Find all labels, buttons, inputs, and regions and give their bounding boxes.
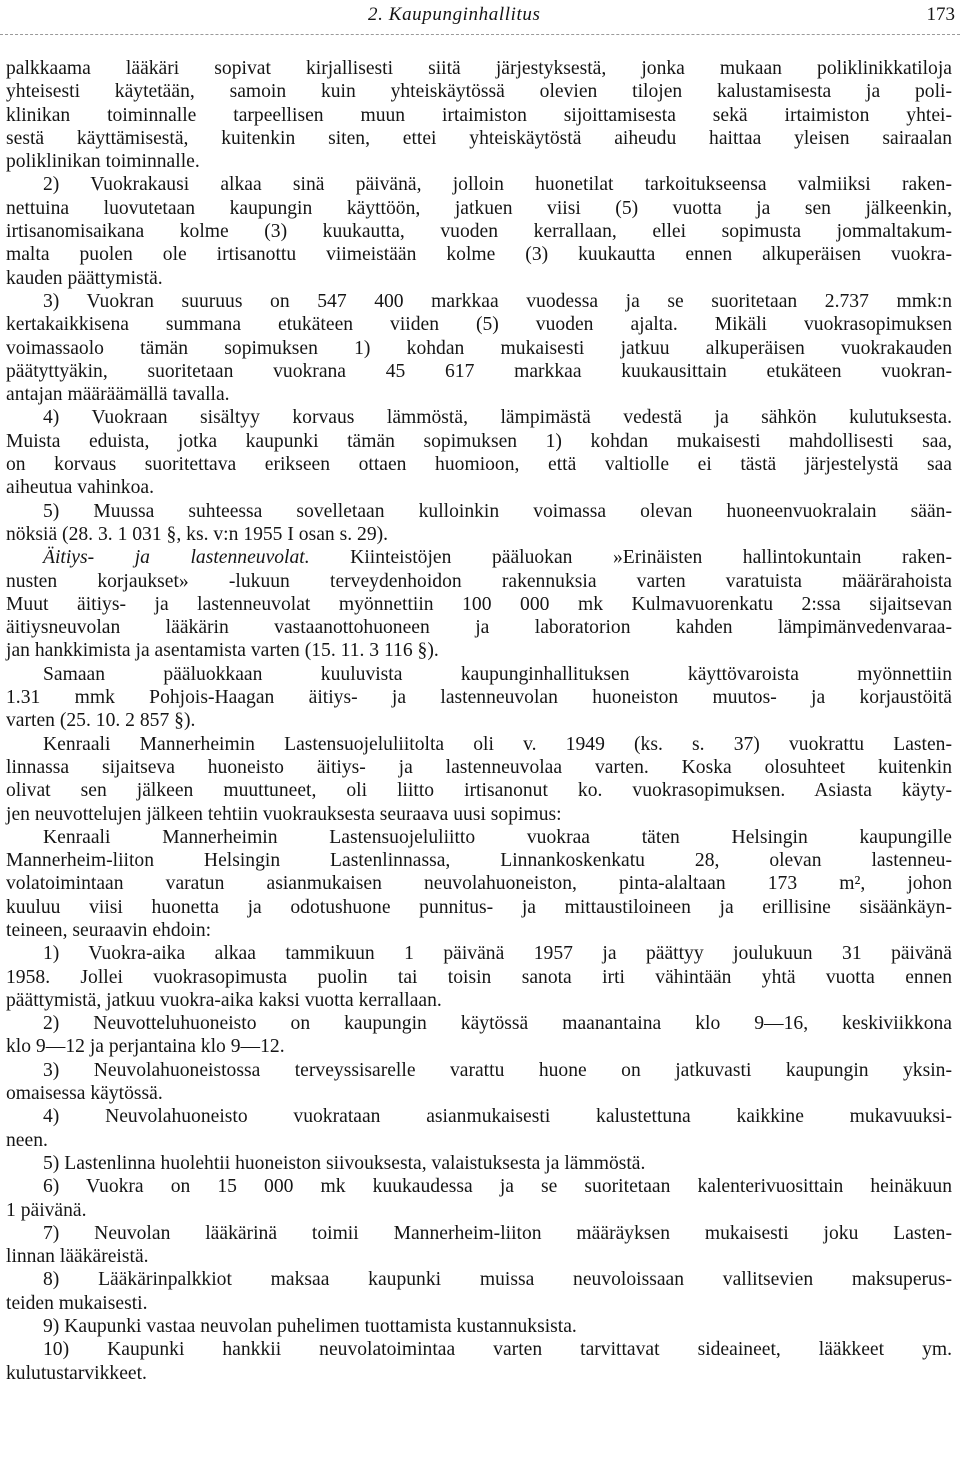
text-line: nusten korjaukset» -lukuun terveydenhoidon rakennuksia varten varatuista määrärahoista (6, 570, 952, 592)
text-line: klinikan toiminnalle tarpeellisen muun irtaimiston sijoittamisesta sekä irtaimiston yhtei- (6, 104, 952, 126)
text-line: 3) Vuokran suuruus on 547 400 markkaa vuodessa ja se suoritetaan 2.737 mmk:n (43, 290, 952, 312)
text-line: poliklinikan toiminnalle. (6, 151, 200, 173)
text-line: volatoimintaan varatun asianmukaisen neuvolahuoneiston, pinta-alaltaan 173 m², johon (6, 873, 952, 895)
text-line: varten (25. 10. 2 857 §). (6, 710, 196, 732)
text-line: irtisanomisaikana kolme (3) kuukautta, vuoden kerrallaan, ellei sopimusta jommaltakum- (6, 221, 952, 243)
text-line: äitiysneuvolan lääkärin vastaanottohuoneen ja laboratorion kahden lämpimänvedenvaraa- (6, 617, 952, 639)
text-line: linnan lääkäreistä. (6, 1246, 149, 1268)
text-line: palkkaama lääkäri sopivat kirjallisesti siitä järjestyksestä, jonka mukaan poliklinikkatiloja (6, 58, 952, 79)
text-line: 8) Lääkärinpalkkiot maksaa kaupunki muissa neuvoloissaan vallitsevien maksuperus- (43, 1269, 952, 1291)
text-line: olivat sen jälkeen muuttuneet, oli liitto irtisanonut ko. vuokrasopimuksen. Asiasta käyty- (6, 780, 952, 802)
text-line: 4) Neuvolahuoneisto vuokrataan asianmukaisesti kalustettuna kaikkine mukavuuksi- (43, 1106, 952, 1128)
text-line: 1958. Jollei vuokrasopimusta puolin tai toisin sanota irti vähintään yhtä vuotta ennen (6, 966, 952, 988)
text-line: 9) Kaupunki vastaa neuvolan puhelimen tuottamista kustannuksista. (43, 1316, 577, 1338)
text-line: kauden päättymistä. (6, 267, 163, 289)
text-line: Muista eduista, jotka kaupunki tämän sopimuksen 1) kohdan mukaisesti mahdollisesti saa, (6, 430, 952, 452)
text-line: teineen, seuraavin ehdoin: (6, 919, 212, 941)
text-line: jen neuvottelujen jälkeen tehtiin vuokrauksesta seuraava uusi sopimus: (6, 803, 562, 825)
body-text (6, 57, 952, 1385)
text-line: Kenraali Mannerheimin Lastensuojeluliitolta oli v. 1949 (ks. s. 37) vuokrattu Lasten- (43, 733, 952, 755)
text-line: malta puolen ole irtisanottu viimeistään kolme (3) kuukautta ennen alkuperäisen vuokra- (6, 244, 952, 266)
text-line: Samaan pääluokkaan kuuluvista kaupunginhallituksen käyttövaroista myönnettiin (43, 663, 952, 685)
text-line: nettuina luovutetaan kaupungin käyttöön, jatkuen viisi (5) vuotta ja sen jälkeenkin, (6, 197, 952, 219)
subheading: Äitiys- ja lastenneuvolat. (43, 547, 310, 569)
text-line: Muut äitiys- ja lastenneuvolat myönnettiin 100 000 mk Kulmavuorenkatu 2:ssa sijaitsevan (6, 593, 952, 615)
text-line: 6) Vuokra on 15 000 mk kuukaudessa ja se suoritetaan kalenterivuosittain heinäkuun (43, 1176, 952, 1198)
text-line: linnassa sijaitseva huoneisto äitiys- ja lastenneuvolaa varten. Koska olosuhteet kuitenkin (6, 756, 952, 778)
text-line: 5) Muussa suhteessa sovelletaan kulloinkin voimassa olevan huoneenvuokralain sään- (43, 500, 952, 522)
text-line: klo 9—12 ja perjantaina klo 9—12. (6, 1036, 285, 1058)
text-line: 1 päivänä. (6, 1199, 87, 1221)
text-line: 2) Neuvotteluhuoneisto on kaupungin käytössä maanantaina klo 9—16, keskiviikkona (43, 1013, 952, 1035)
line-text: Kiinteistöjen pääluokan »Erinäisten hallintokuntain raken- (309, 547, 952, 569)
text-line: aiheutua vahinkoa. (6, 477, 154, 499)
page-header (0, 0, 960, 35)
text-line: Kenraali Mannerheimin Lastensuojeluliitto vuokraa täten Helsingin kaupungille (43, 826, 952, 848)
text-line: voimassaolo tämän sopimuksen 1) kohdan mukaisesti jatkuu alkuperäisen vuokrakauden (6, 337, 952, 359)
text-line: 10) Kaupunki hankkii neuvolatoimintaa varten tarvittavat sideaineet, lääkkeet ym. (43, 1339, 952, 1361)
text-line: 3) Neuvolahuoneistossa terveyssisarelle varattu huone on jatkuvasti kaupungin yksin- (43, 1059, 952, 1081)
text-line: päätyttyäkin, suoritetaan vuokrana 45 617 markkaa kuukausittain etukäteen vuokran- (6, 360, 952, 382)
text-line: päättymistä, jatkuu vuokra-aika kaksi vuotta kerrallaan. (6, 989, 442, 1011)
section-title: 2. Kaupunginhallitus (368, 4, 541, 25)
text-line: nöksiä (28. 3. 1 031 §, ks. v:n 1955 I osan s. 29). (6, 523, 389, 545)
text-line: 4) Vuokraan sisältyy korvaus lämmöstä, lämpimästä vedestä ja sähkön kulutuksesta. (43, 407, 952, 429)
text-line: Mannerheim-liiton Helsingin Lastenlinnassa, Linnankoskenkatu 28, olevan lastenneu- (6, 850, 952, 872)
text-line: teiden mukaisesti. (6, 1292, 148, 1314)
text-line: neen. (6, 1129, 48, 1151)
page-number: 173 (926, 4, 955, 25)
text-line: jan hankkimista ja asentamista varten (15. 11. 3 116 §). (6, 640, 439, 662)
text-line: 7) Neuvolan lääkärinä toimii Mannerheim-liiton määräyksen mukaisesti joku Lasten- (43, 1222, 952, 1244)
text-line: sestä käyttämisestä, kuitenkin siten, ettei yhteiskäytöstä aiheudu haittaa yleisen sairaalan (6, 127, 952, 149)
text-line: antajan määräämällä tavalla. (6, 384, 230, 406)
text-line: kulutustarvikkeet. (6, 1362, 147, 1384)
text-line: 1.31 mmk Pohjois-Haagan äitiys- ja lastenneuvolan huoneiston muutos- ja korjaustöitä (6, 687, 952, 709)
text-line (6, 546, 952, 569)
text-line: 1) Vuokra-aika alkaa tammikuun 1 päivänä 1957 ja päättyy joulukuun 31 päivänä (43, 943, 952, 965)
text-line: omaisessa käytössä. (6, 1083, 163, 1105)
text-line: 5) Lastenlinna huolehtii huoneiston siivouksesta, valaistuksesta ja lämmöstä. (43, 1152, 646, 1174)
text-line: yhteisesti käytetään, samoin kuin yhteiskäytössä olevien tilojen kalustamisesta ja poli- (6, 81, 952, 103)
text-line: on korvaus suoritettava erikseen ottaen huomioon, että valtiolle ei tästä järjestelystä saa (6, 454, 952, 476)
text-line: 2) Vuokrakausi alkaa sinä päivänä, jolloin huonetilat tarkoitukseensa valmiiksi raken- (43, 174, 952, 196)
text-line: kertakaikkisena summana etukäteen viiden (5) vuoden ajalta. Mikäli vuokrasopimuksen (6, 314, 952, 336)
text-line: kuuluu viisi huonetta ja odotushuone punnitus- ja mittaustiloineen ja erillisine sisäänkäyn- (6, 896, 952, 918)
